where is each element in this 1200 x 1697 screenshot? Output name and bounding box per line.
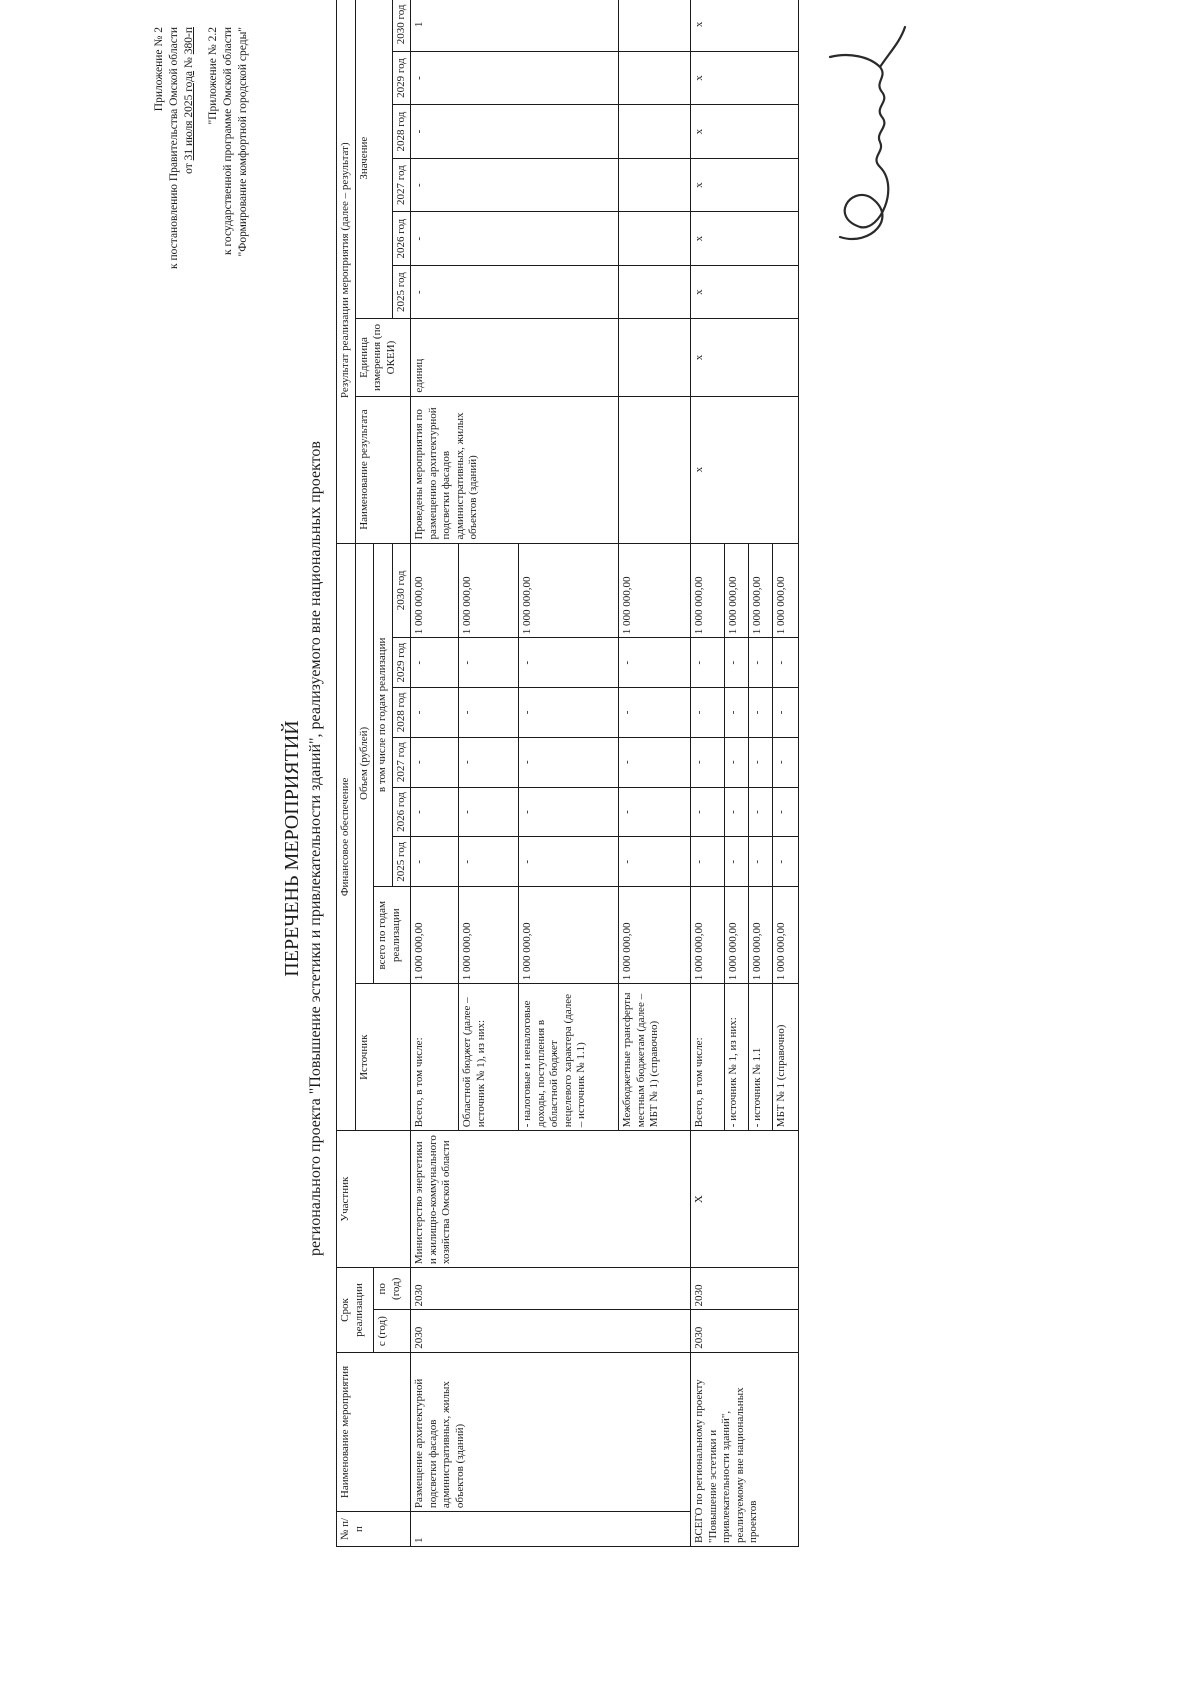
result-unit: единиц	[411, 319, 619, 396]
appendix-number: Приложение № 2	[153, 27, 165, 112]
document-title: ПЕРЕЧЕНЬ МЕРОПРИЯТИЙ	[281, 720, 303, 977]
header-by-years: в том числе по годам реализации	[374, 543, 393, 887]
financing-year-value: -	[725, 737, 749, 787]
event-number: 1	[411, 1512, 691, 1547]
financing-year-value: -	[725, 787, 749, 837]
financing-year-value: -	[411, 787, 459, 837]
total-to-year: 2030	[691, 1268, 799, 1310]
financing-year-value: -	[411, 688, 459, 738]
financing-source: Межбюджетные трансферты местным бюджетам (далее – МБТ № 1) (справочно)	[619, 984, 691, 1131]
financing-source: Всего, в том числе:	[691, 984, 725, 1131]
financing-year-value: -	[749, 787, 773, 837]
financing-total: 1 000 000,00	[691, 887, 725, 984]
total-result-value: х	[691, 105, 799, 159]
financing-year-value: -	[773, 787, 799, 837]
table-row	[691, 0, 725, 1547]
financing-year-value: -	[749, 837, 773, 887]
header-total-by-years: всего по годам реализации	[374, 887, 411, 984]
result-empty-cell	[619, 105, 691, 159]
program-name: "Формирование комфортной городской среды"	[237, 27, 249, 257]
financing-total: 1 000 000,00	[459, 887, 519, 984]
financing-year-value: -	[725, 837, 749, 887]
financing-total: 1 000 000,00	[725, 887, 749, 984]
financing-total: 1 000 000,00	[749, 887, 773, 984]
financing-year-value: 1 000 000,00	[691, 543, 725, 638]
header-year: 2025 год	[392, 837, 411, 887]
total-result-value: х	[691, 0, 799, 51]
financing-year-value: -	[459, 737, 519, 787]
financing-source: - источник № 1, из них:	[725, 984, 749, 1131]
financing-year-value: -	[519, 787, 619, 837]
total-result-value: х	[691, 51, 799, 105]
financing-year-value: -	[773, 837, 799, 887]
header-term: Срок реализации	[337, 1268, 374, 1353]
result-empty-cell	[619, 319, 691, 396]
event-from-year: 2030	[411, 1310, 691, 1352]
financing-year-value: -	[619, 837, 691, 887]
financing-total: 1 000 000,00	[411, 887, 459, 984]
financing-year-value: -	[519, 837, 619, 887]
financing-year-value: -	[691, 638, 725, 688]
header-year: 2027 год	[392, 737, 411, 787]
header-num: № п/п	[337, 1512, 411, 1547]
appendix-reference: к постановлению Правительства Омской области	[168, 27, 180, 269]
financing-year-value: -	[691, 787, 725, 837]
event-to-year: 2030	[411, 1268, 691, 1310]
document-subtitle: регионального проекта "Повышение эстетики и привлекательности зданий", реализуемого вне национальных проектов	[307, 441, 324, 1256]
result-value: -	[411, 265, 619, 319]
financing-year-value: -	[459, 688, 519, 738]
financing-year-value: -	[773, 638, 799, 688]
financing-year-value: -	[619, 638, 691, 688]
total-participant: Х	[691, 1131, 799, 1268]
title-block	[280, 0, 327, 1697]
financing-year-value: -	[619, 787, 691, 837]
financing-source: - источник № 1.1	[749, 984, 773, 1131]
header-result: Результат реализации мероприятия (далее – результат)	[337, 0, 356, 543]
table-row	[411, 0, 459, 1547]
financing-year-value: -	[773, 737, 799, 787]
financing-year-value: -	[411, 837, 459, 887]
header-value: Значение	[355, 0, 392, 319]
financing-year-value: -	[459, 787, 519, 837]
financing-year-value: -	[725, 688, 749, 738]
handwritten-signature	[810, 17, 930, 257]
financing-year-value: 1 000 000,00	[725, 543, 749, 638]
total-result-value: х	[691, 212, 799, 266]
financing-year-value: -	[691, 688, 725, 738]
event-name: Размещение архитектурной подсветки фасадов административных, жилых объектов (зданий)	[411, 1352, 691, 1511]
financing-year-value: -	[619, 737, 691, 787]
header-value-year: 2028 год	[392, 105, 411, 159]
financing-year-value: -	[773, 688, 799, 738]
total-result-value: х	[691, 265, 799, 319]
financing-total: 1 000 000,00	[773, 887, 799, 984]
header-source: Источник	[355, 984, 411, 1131]
result-empty-cell	[619, 396, 691, 543]
result-empty-cell	[619, 265, 691, 319]
financing-year-value: -	[619, 688, 691, 738]
header-value-year: 2026 год	[392, 212, 411, 266]
financing-source: Областной бюджет (далее – источник № 1), из них:	[459, 984, 519, 1131]
financing-year-value: -	[519, 638, 619, 688]
total-result-unit: х	[691, 319, 799, 396]
header-value-year: 2029 год	[392, 51, 411, 105]
result-value: -	[411, 51, 619, 105]
result-empty-cell	[619, 158, 691, 212]
header-participant: Участник	[337, 1131, 411, 1268]
financing-source: - налоговые и неналоговые доходы, поступления в областной бюджет нецелевого характера (далее – источник № 1.1)	[519, 984, 619, 1131]
financing-source: МБТ № 1 (справочно)	[773, 984, 799, 1131]
result-empty-cell	[619, 51, 691, 105]
financing-year-value: -	[459, 837, 519, 887]
financing-year-value: 1 000 000,00	[459, 543, 519, 638]
total-result-value: х	[691, 158, 799, 212]
financing-source: Всего, в том числе:	[411, 984, 459, 1131]
financing-year-value: -	[691, 837, 725, 887]
financing-year-value: -	[691, 737, 725, 787]
header-value-year: 2027 год	[392, 158, 411, 212]
header-financing: Финансовое обеспечение	[337, 543, 356, 1131]
total-from-year: 2030	[691, 1310, 799, 1352]
financing-year-value: -	[519, 737, 619, 787]
financing-year-value: 1 000 000,00	[773, 543, 799, 638]
header-result-name: Наименование результата	[355, 396, 411, 543]
appendix-date: 31 июля 2025 года	[183, 70, 195, 161]
header-year: 2028 год	[392, 688, 411, 738]
appendix-resolution-note	[152, 27, 197, 407]
total-result-name: х	[691, 396, 799, 543]
financing-year-value: -	[749, 737, 773, 787]
result-value: -	[411, 105, 619, 159]
header-year: 2029 год	[392, 638, 411, 688]
appendix-doc-number: 380-п	[183, 27, 195, 55]
financing-year-value: -	[459, 638, 519, 688]
financing-year-value: 1 000 000,00	[749, 543, 773, 638]
financing-year-value: 1 000 000,00	[519, 543, 619, 638]
header-unit: Единица измерения (по ОКЕИ)	[355, 319, 411, 396]
result-empty-cell	[619, 212, 691, 266]
events-table	[336, 0, 799, 1547]
financing-year-value: -	[519, 688, 619, 738]
header-year: 2030 год	[392, 543, 411, 638]
header-term-to: по (год)	[374, 1268, 411, 1310]
event-participant: Министерство энергетики и жилищно-коммунального хозяйства Омской области	[411, 1131, 691, 1268]
financing-year-value: 1 000 000,00	[619, 543, 691, 638]
total-name: ВСЕГО по региональному проекту "Повышение эстетики и привлекательности зданий", реализуемому вне национальных проектов	[691, 1352, 799, 1546]
financing-year-value: -	[411, 737, 459, 787]
header-event-name: Наименование мероприятия	[337, 1352, 411, 1511]
financing-year-value: -	[749, 638, 773, 688]
header-value-year: 2030 год	[392, 0, 411, 51]
financing-year-value: -	[749, 688, 773, 738]
result-value: 1	[411, 0, 619, 51]
financing-year-value: -	[411, 638, 459, 688]
result-value: -	[411, 158, 619, 212]
appendix-program-note	[206, 27, 251, 407]
header-term-from: с (год)	[374, 1310, 411, 1352]
program-reference: к государственной программе Омской области	[222, 27, 234, 255]
financing-year-value: -	[725, 638, 749, 688]
result-empty-cell	[619, 0, 691, 51]
financing-total: 1 000 000,00	[519, 887, 619, 984]
result-name: Проведены мероприятия по размещению архитектурной подсветки фасадов административных, жилых объектов (зданий)	[411, 396, 619, 543]
header-year: 2026 год	[392, 787, 411, 837]
financing-year-value: 1 000 000,00	[411, 543, 459, 638]
financing-total: 1 000 000,00	[619, 887, 691, 984]
header-value-year: 2025 год	[392, 265, 411, 319]
program-appendix-number: "Приложение № 2.2	[207, 27, 219, 125]
header-volume: Объем (рублей)	[355, 543, 374, 984]
appendix-date-line: от 31 июля 2025 года № 380-п	[183, 27, 195, 174]
result-value: -	[411, 212, 619, 266]
